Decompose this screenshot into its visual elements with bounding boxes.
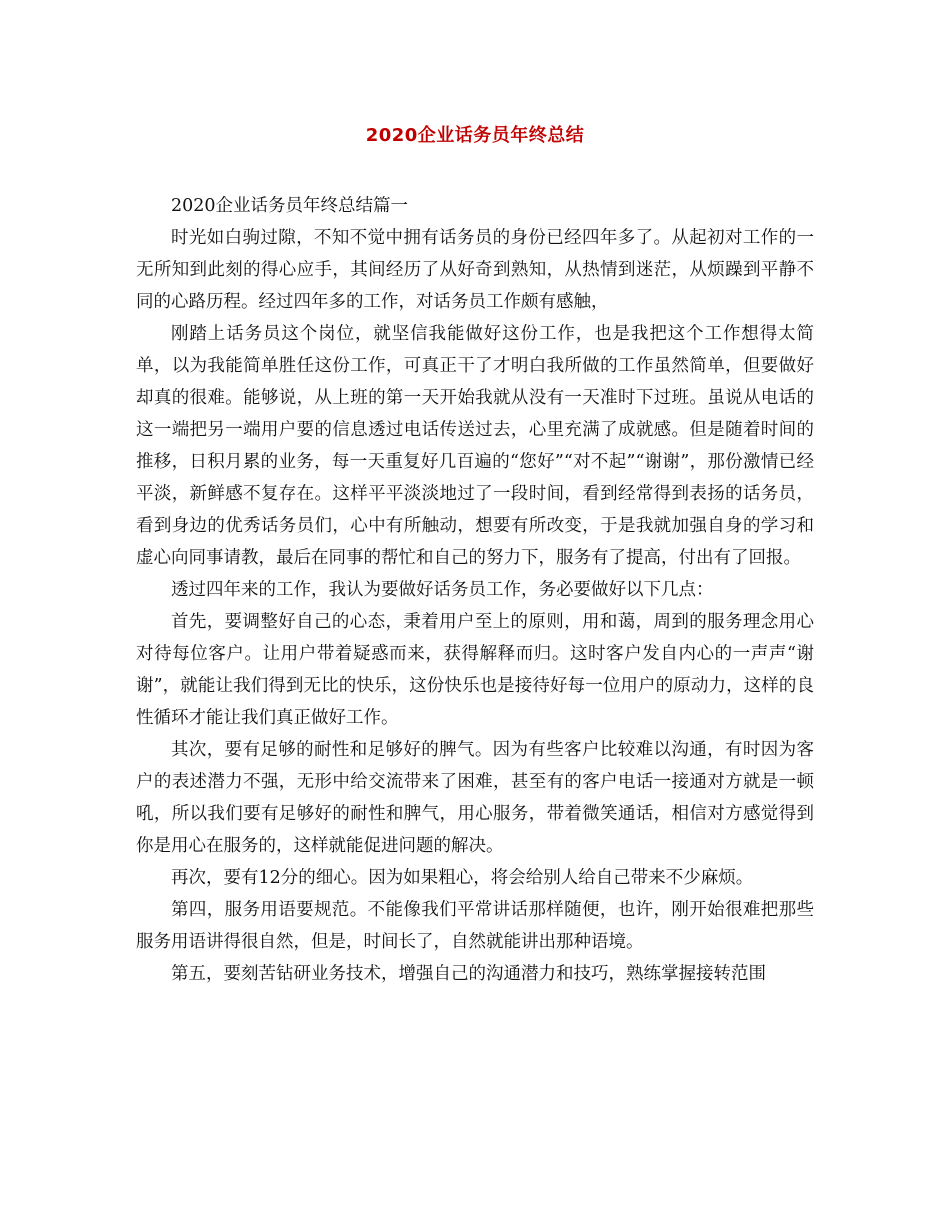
document-title: 2020企业话务员年终总结 [365, 125, 585, 146]
paragraph: 第五，要刻苦钻研业务技术，增强自己的沟通潜力和技巧，熟练掌握接转范围 [171, 964, 766, 984]
paragraph: 再次，要有12分的细心。因为如果粗心，将会给别人给自己带来不少麻烦。 [171, 868, 754, 888]
paragraph: 刚踏上话务员这个岗位，就坚信我能做好这份工作，也是我把这个工作想得太简单，以为我能简单胜任这份工作，可真正干了才明白我所做的工作虽然简单，但要做好却真的很难。能够说，从上班的第一天开始我就从没有一天准时下过班。虽说从电话的这一端把另一端用户要的信息透过电话传送过去，心里充满了成就感。但是随着时间的推移，日积月累的业务，每一天重复好几百遍的“您好”“对不起”“谢谢”，那份激情已经平淡，新鲜感不复存在。这样平平淡淡地过了一段时间，看到经常得到表扬的话务员，看到身边的优秀话务员们，心中有所触动，想要有所改变，于是我就加强自身的学习和虚心向同事请教，最后在同事的帮忙和自己的努力下，服务有了提高，付出有了回报。 [136, 324, 814, 568]
document-body [136, 190, 814, 990]
paragraph: 透过四年来的工作，我认为要做好话务员工作，务必要做好以下几点： [171, 580, 714, 600]
section-heading: 2020企业话务员年终总结篇一 [171, 196, 409, 216]
paragraph: 第四，服务用语要规范。不能像我们平常讲话那样随便，也许，刚开始很难把那些服务用语讲得很自然，但是，时间长了，自然就能讲出那种语境。 [136, 900, 814, 952]
paragraph: 首先，要调整好自己的心态，秉着用户至上的原则，用和蔼，周到的服务理念用心对待每位客户。让用户带着疑惑而来，获得解释而归。这时客户发自内心的一声声“谢谢”，就能让我们得到无比的快乐，这份快乐也是接待好每一位用户的原动力，这样的良性循环才能让我们真正做好工作。 [136, 612, 814, 728]
paragraph: 时光如白驹过隙，不知不觉中拥有话务员的身份已经四年多了。从起初对工作的一无所知到此刻的得心应手，其间经历了从好奇到熟知，从热情到迷茫，从烦躁到平静不同的心路历程。经过四年多的工作，对话务员工作颇有感触， [136, 228, 814, 312]
paragraph: 其次，要有足够的耐性和足够好的脾气。因为有些客户比较难以沟通，有时因为客户的表述潜力不强，无形中给交流带来了困难，甚至有的客户电话一接通对方就是一顿吼，所以我们要有足够好的耐性和脾气，用心服务，带着微笑通话，相信对方感觉得到你是用心在服务的，这样就能促进问题的解决。 [136, 740, 814, 856]
